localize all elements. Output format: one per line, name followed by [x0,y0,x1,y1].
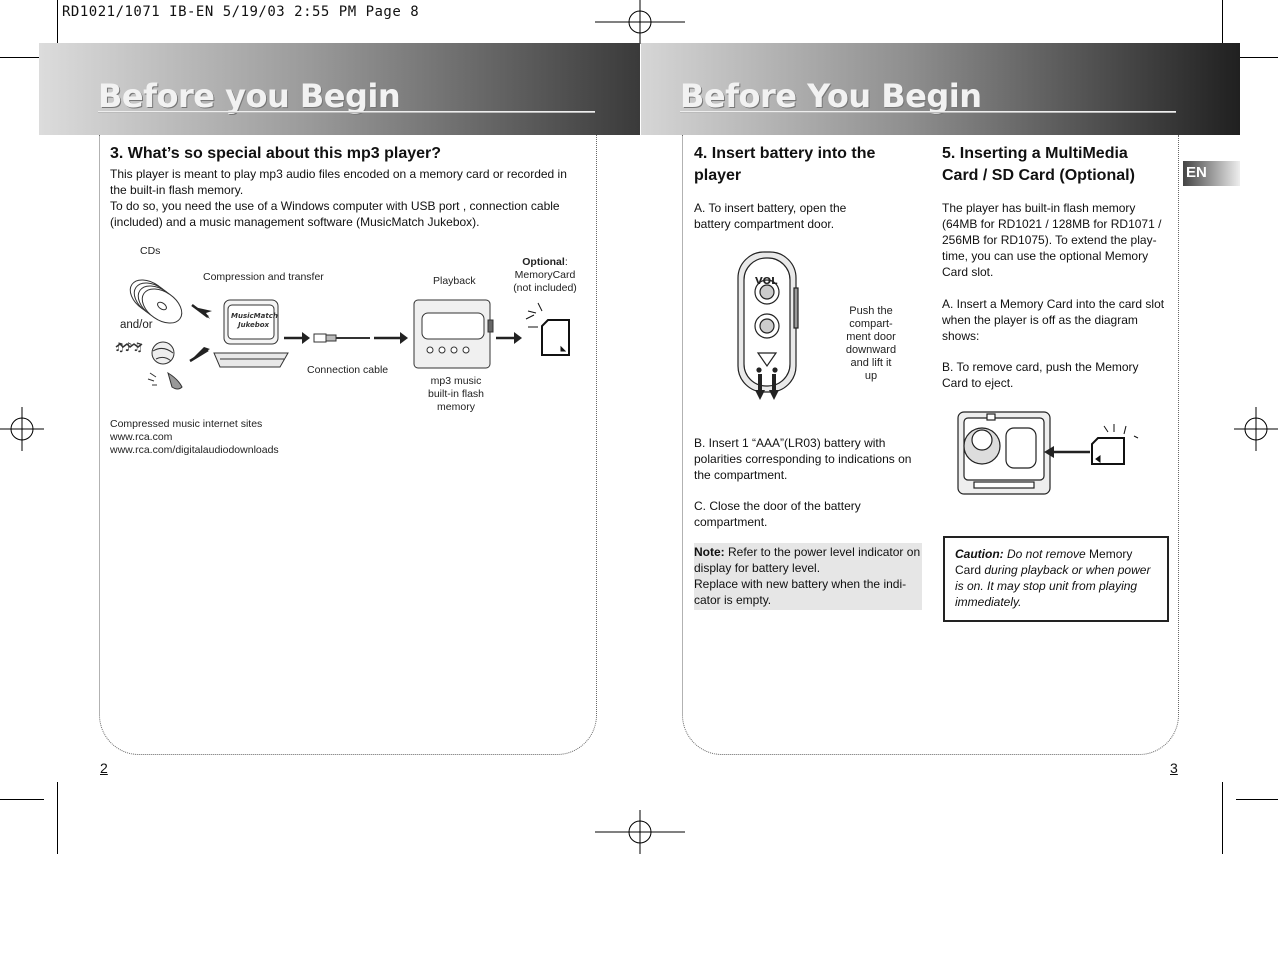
left-banner [39,43,640,135]
right-banner-rule [680,111,1176,113]
section4-step-c: C. Close the door of the battery compartment. [694,499,861,529]
caution-italic-1: Do not remove [1003,547,1090,561]
section4-heading [694,143,924,187]
caution-bold: Caution: [955,547,1004,561]
section5-intro: The player has built-in flash memory (64MB for RD1021 / 128MB for RD1071 / 256MB for RD1075). To extend the play-time, you can use the optional Memory Card slot. [942,201,1162,279]
door-label-1: Push the [849,305,893,317]
sd-card-icon [1092,424,1138,464]
andor-label: and/or [120,319,153,331]
right-banner [641,43,1240,135]
section3-para1: This player is meant to play mp3 audio files encoded on a memory card or recorded in the built-in flash memory. [110,167,567,197]
connection-cable-label: Connection cable [307,364,389,376]
section3-heading: 3. What’s so special about this mp3 player? [110,145,442,162]
step-a-line1: A. To insert battery, open the [694,201,847,215]
door-label-4: downward [845,344,897,356]
door-label-5: and lift it [850,357,892,369]
mp3-label-line2: built-in flash [427,388,485,400]
jukebox-line1: MusicMatch [231,312,278,320]
optional-colon: : [564,256,568,268]
door-instruction-label [838,305,904,383]
section4-step-a [694,200,924,232]
left-banner-rule [98,111,595,113]
card-insert-diagram [954,406,1144,498]
computer-icon [214,300,288,367]
playback-label: Playback [433,275,476,287]
url-rca-downloads: www.rca.com/digitalaudiodownloads [110,444,279,456]
cd-stack-icon [124,273,188,330]
internet-label: Compressed music internet sites [110,418,263,430]
player-side-view-icon [738,252,798,392]
mp3-label-line3: memory [437,401,475,413]
left-banner-title: Before you Begin [98,77,401,115]
note-body: Refer to the power level indicator on display for battery level. [694,545,921,575]
mp3-label-line1: mp3 music [430,375,482,387]
caution-italic-2: during playback or when power is on. It may stop unit from playing immediately. [955,563,1151,609]
cds-label: CDs [140,245,161,257]
caution-memory-card: Memory Card [955,547,1133,577]
svg-text:♫♪♫: ♫♪♫ [114,340,144,354]
section5-heading-line1: 5. Inserting a MultiMedia [942,145,1128,162]
arrow-to-player-icon [374,332,408,344]
arrow-to-card-icon [496,332,522,344]
step-a-line2: battery compartment door. [694,217,835,231]
section5-heading-line2: Card / SD Card (Optional) [942,167,1135,184]
jukebox-line2: Jukebox [238,321,270,329]
section4-heading-line1: 4. Insert battery into the [694,145,876,162]
note-text [694,544,922,608]
door-label-2: compart- [849,318,893,330]
note-bold: Note: [694,545,725,559]
section4-step-b: B. Insert 1 “AAA”(LR03) battery with polarities corresponding to indications on the compartment. [694,436,912,482]
usb-cable-icon [314,334,370,342]
vol-label: VOL [755,276,778,287]
battery-door-diagram [728,248,808,406]
language-tab-label: EN [1186,164,1207,181]
section5-step-b: B. To remove card, push the Memory Card to eject. [942,360,1139,390]
door-label-6: up [864,370,878,382]
insert-arrow-icon [1044,446,1090,458]
note-body-2: Replace with new battery when the indi-cator is empty. [694,577,907,607]
memory-card-icon [526,303,569,355]
caution-box [943,536,1169,622]
mp3-player-diagram [108,255,588,405]
compression-label: Compression and transfer [203,271,324,283]
print-header: RD1021/1071 IB-EN 5/19/03 2:55 PM Page 8 [62,4,420,20]
left-page-number: 2 [100,760,108,776]
note-box [694,543,922,610]
globe-internet-icon [114,340,182,389]
memorycard-label: MemoryCard [514,269,576,281]
player-back-view-icon [958,412,1050,494]
caution-text [955,546,1157,610]
language-tab-en [1183,161,1240,186]
arrows-to-computer-icon [190,305,212,361]
section5-step-a: A. Insert a Memory Card into the card slot when the player is off as the diagram shows: [942,297,1165,343]
section4-heading-line2: player [694,167,742,184]
door-label-3: ment door [846,331,896,343]
right-banner-title: Before You Begin [680,77,982,115]
not-included-label: (not included) [513,282,577,294]
mp3-player-icon [414,300,493,368]
url-rca: www.rca.com [110,431,173,443]
arrow-to-cable-icon [284,332,310,344]
right-page-number: 3 [1170,760,1178,776]
internet-sites-label [110,418,279,457]
optional-bold: Optional [522,256,565,268]
section5-heading [942,143,1172,187]
section3-para2: To do so, you need the use of a Windows computer with USB port , connection cable (included) and a music management software (MusicMatch Jukebox). [110,199,560,229]
